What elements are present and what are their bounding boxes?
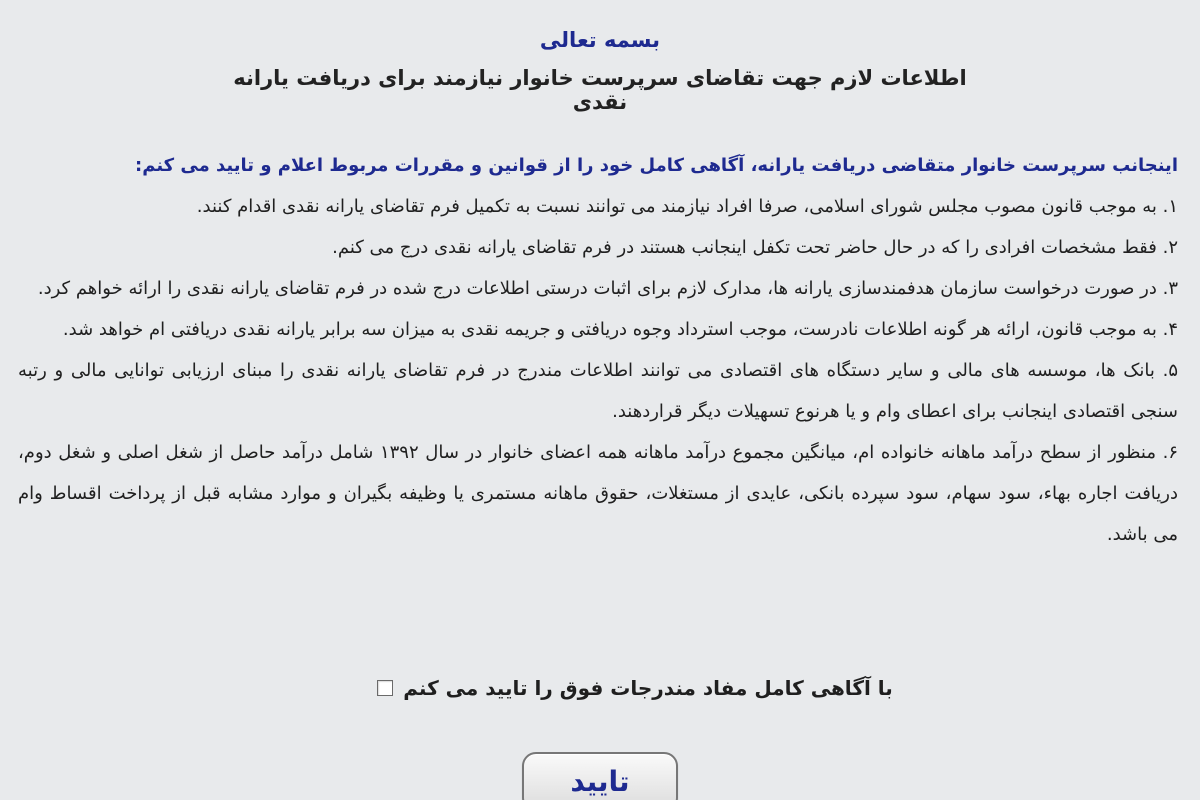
terms-clause-3: ۳. در صورت درخواست سازمان هدفمندسازی یارانه ها، مدارک لازم برای اثبات درستی اطلاعات درج شده در فرم تقاضای یارانه نقدی را ارائه خواهم کرد. (37, 278, 1178, 299)
confirm-label[interactable]: با آگاهی کامل مفاد مندرجات فوق را تایید می کنم (403, 676, 893, 700)
page-title: اطلاعات لازم جهت تقاضای سرپرست خانوار نیازمند برای دریافت یارانه نقدی (233, 66, 967, 114)
terms-clause-1: ۱. به موجب قانون مصوب مجلس شورای اسلامی، صرفا افراد نیازمند می توانند نسبت به تکمیل فرم تقاضای یارانه نقدی اقدام کنند. (196, 196, 1178, 217)
confirm-control[interactable] (377, 676, 893, 700)
submit-area (0, 752, 1200, 800)
terms-clause-4: ۴. به موجب قانون، ارائه هر گونه اطلاعات نادرست، موجب استرداد وجوه دریافتی و جریمه نقدی به میزان سه برابر یارانه نقدی دریافتی ام خواهد شد. (62, 319, 1178, 340)
terms-clause-5: ۵. بانک ها، موسسه های مالی و سایر دستگاه های اقتصادی می توانند اطلاعات مندرج در فرم تقاضای یارانه نقدی را مبنای ارزیابی توانایی مالی و رتبه سنجی اقتصادی اینجانب برای اعطای وام و یا هرنوع تسهیلات دیگر قراردهند. (18, 360, 1178, 422)
page-heading: بسمه تعالی (539, 28, 661, 52)
submit-button[interactable]: تایید (522, 752, 678, 800)
confirm-checkbox[interactable] (377, 680, 393, 696)
terms-content (18, 145, 1178, 555)
confirm-row (0, 676, 1200, 700)
terms-intro: اینجانب سرپرست خانوار متقاضی دریافت یارانه، آگاهی کامل خود را از قوانین و مقررات مربوط اعلام و تایید می کنم: (135, 155, 1178, 176)
terms-clause-6: ۶. منظور از سطح درآمد ماهانه خانواده ام، میانگین مجموع درآمد ماهانه همه اعضای خانوار در سال ۱۳۹۲ شامل درآمد حاصل از شغل اصلی و شغل دوم، دریافت اجاره بهاء، سود سهام، سود سپرده بانکی، عایدی از مستغلات، حقوق ماهانه مستمری یا وظیفه بگیران و موارد مشابه قبل از پرداخت اقساط وام می باشد. (18, 442, 1178, 545)
terms-clause-2: ۲. فقط مشخصات افرادی را که در حال حاضر تحت تکفل اینجانب هستند در فرم تقاضای یارانه نقدی درج می کنم. (332, 237, 1178, 258)
